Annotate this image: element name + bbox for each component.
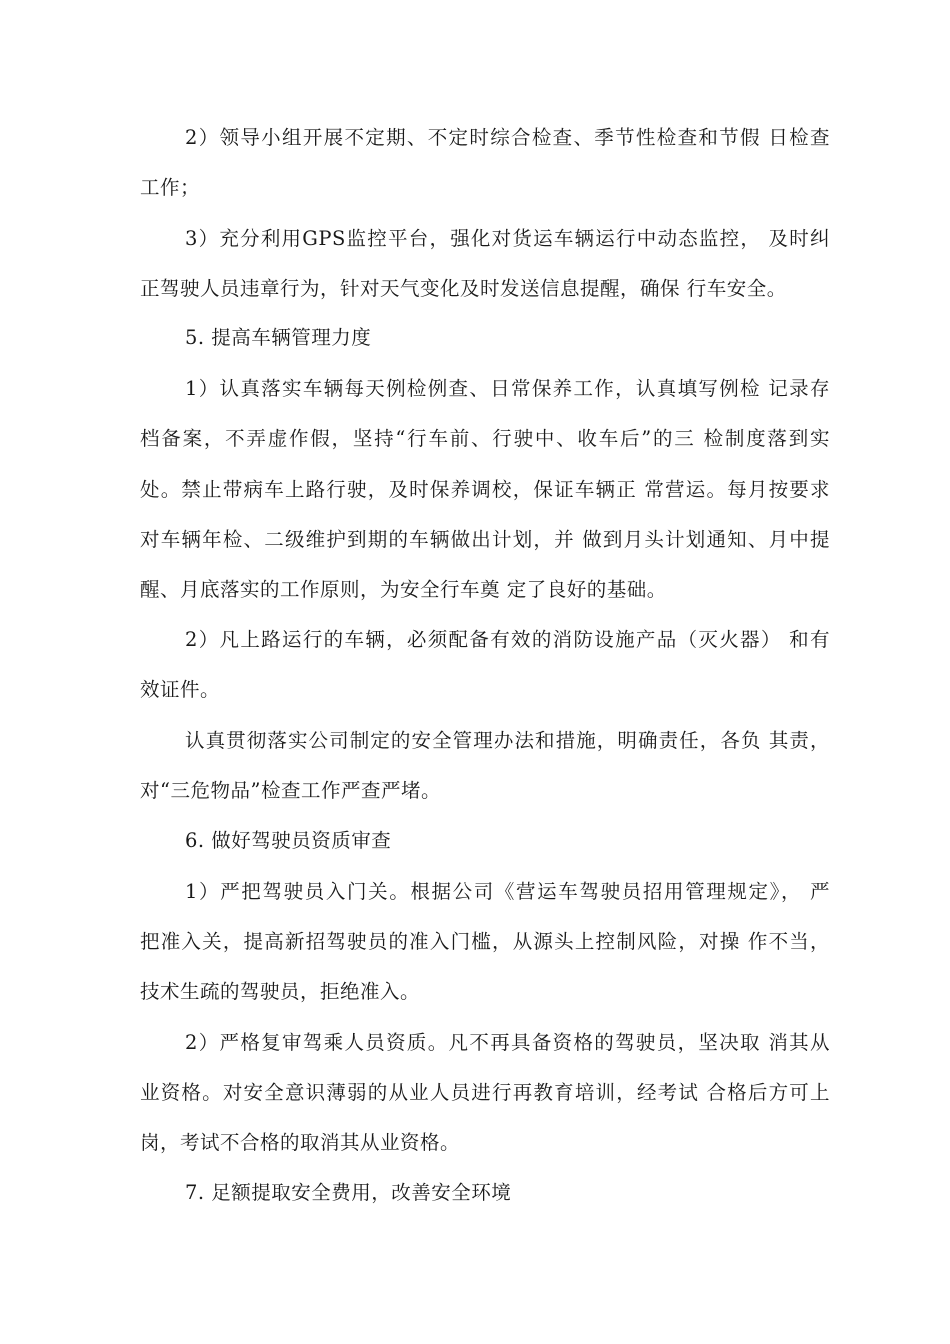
section-5-note-line-2: 对“三危物品”检查工作严查严堵。 xyxy=(140,779,441,802)
paragraph-2-line-1: 2）领导小组开展不定期、不定时综合检查、季节性检查和节假 日检查 xyxy=(185,126,830,149)
paragraph-2-line-2: 工作； xyxy=(140,176,201,199)
section-6-item-1-line-1: 1）严把驾驶员入门关。根据公司《营运车驾驶员招用管理规定》， 严 xyxy=(185,880,830,903)
section-5-item-1-line-3: 处。禁止带病车上路行驶，及时保养调校，保证车辆正 常营运。每月按要求 xyxy=(140,478,830,501)
section-5-item-2-line-2: 效证件。 xyxy=(140,678,221,701)
section-7-heading: 7. 足额提取安全费用，改善安全环境 xyxy=(185,1181,512,1204)
section-5-heading: 5. 提高车辆管理力度 xyxy=(185,326,372,349)
section-6-item-2-line-3: 岗，考试不合格的取消其从业资格。 xyxy=(140,1131,461,1154)
section-5-item-1-line-1: 1）认真落实车辆每天例检例查、日常保养工作，认真填写例检 记录存 xyxy=(185,377,830,400)
section-6-item-1-line-3: 技术生疏的驾驶员，拒绝准入。 xyxy=(140,980,421,1003)
section-5-item-1-line-5: 醒、月底落实的工作原则，为安全行车奠 定了良好的基础。 xyxy=(140,578,667,601)
paragraph-3-line-1: 3）充分利用GPS监控平台，强化对货运车辆运行中动态监控， 及时纠 xyxy=(185,227,830,250)
section-5-note-line-1: 认真贯彻落实公司制定的安全管理办法和措施，明确责任，各负 其责， xyxy=(185,729,830,752)
paragraph-3-line-2: 正驾驶人员违章行为，针对天气变化及时发送信息提醒，确保 行车安全。 xyxy=(140,277,787,300)
section-6-item-2-line-2: 业资格。对安全意识薄弱的从业人员进行再教育培训，经考试 合格后方可上 xyxy=(140,1081,830,1104)
section-5-item-1-line-2: 档备案，不弄虚作假，坚持“行车前、行驶中、收车后”的三 检制度落到实 xyxy=(140,427,830,450)
section-6-item-1-line-2: 把准入关，提高新招驾驶员的准入门槛，从源头上控制风险，对操 作不当， xyxy=(140,930,830,953)
section-6-item-2-line-1: 2）严格复审驾乘人员资质。凡不再具备资格的驾驶员，坚决取 消其从 xyxy=(185,1031,830,1054)
section-5-item-2-line-1: 2）凡上路运行的车辆，必须配备有效的消防设施产品（灭火器） 和有 xyxy=(185,628,830,651)
section-6-heading: 6. 做好驾驶员资质审查 xyxy=(185,829,392,852)
section-5-item-1-line-4: 对车辆年检、二级维护到期的车辆做出计划，并 做到月头计划通知、月中提 xyxy=(140,528,830,551)
